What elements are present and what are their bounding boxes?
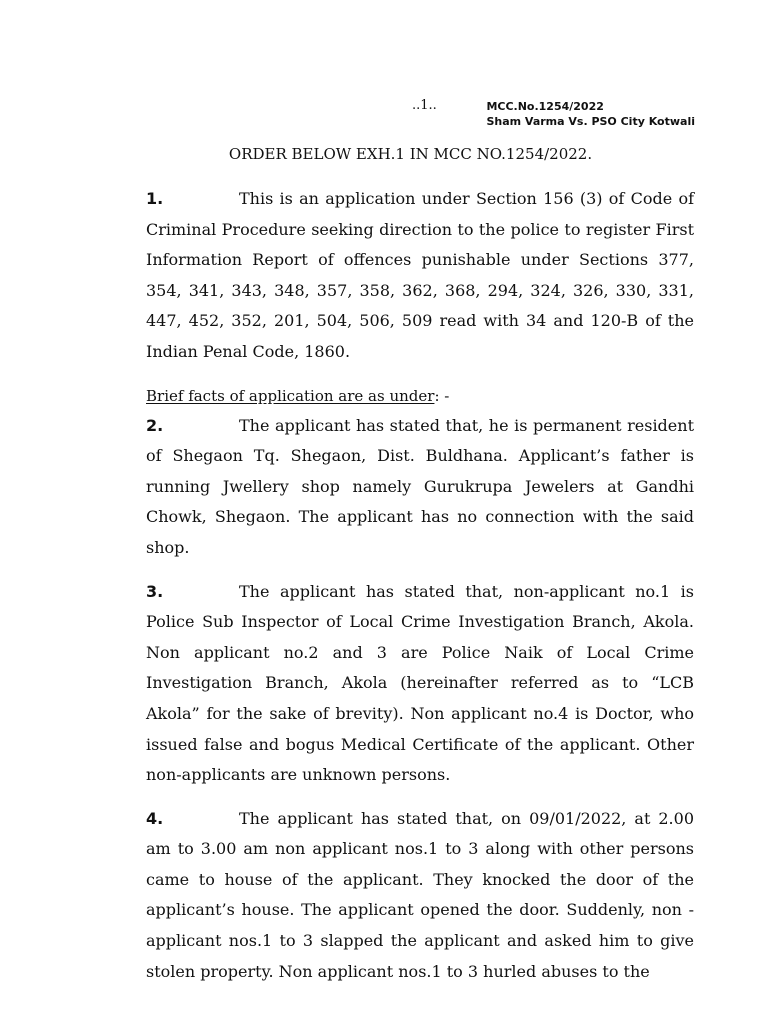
case-number: MCC.No.1254/2022: [486, 100, 604, 113]
paragraph-2: [146, 411, 694, 564]
spacer: [146, 791, 694, 804]
order-title: [146, 145, 723, 163]
spacer: [146, 564, 694, 577]
section-heading: [146, 381, 694, 411]
paragraph-text: This is an application under Section 156 (3) of Code of Criminal Procedure seeking direction to the police to register First Information Report of offences punishable under Sections 377, 354, 341, 343, 348, 357, 358, 362, 368, 294, 324, 326, 330, 331, 447, 452, 352, 201, 504, 506, 509 read with 34 and 120-B of the Indian Penal Code, 1860.: [146, 189, 694, 361]
section-heading-text: Brief facts of application are as under: [146, 386, 435, 405]
order-title-text: ORDER BELOW EXH.1 IN MCC NO.1254/2022.: [228, 145, 593, 163]
case-parties: Sham Varma Vs. PSO City Kotwali: [486, 115, 695, 128]
paragraph-number: 3.: [146, 581, 164, 601]
paragraph-text: The applicant has stated that, on 09/01/2022, at 2.00 am to 3.00 am non applicant nos.1 to 3 along with other persons came to house of the applicant. They knocked the door of the applicant’s house. The applicant opened the door. Suddenly, non - applicant nos.1 to 3 slapped the applicant and asked him to give stolen property. Non applicant nos.1 to 3 hurled abuses to the: [146, 808, 694, 981]
case-header: [486, 99, 695, 129]
paragraph-4: [146, 804, 694, 988]
document-body: [146, 184, 694, 987]
paragraph-number: 2.: [146, 415, 164, 435]
page-number-marker: ..1..: [412, 98, 437, 113]
paragraph-1: [146, 184, 694, 368]
spacer: [146, 368, 694, 381]
paragraph-number: 4.: [146, 808, 164, 828]
section-heading-suffix: : -: [434, 386, 450, 405]
paragraph-3: [146, 577, 694, 791]
paragraph-text: The applicant has stated that, non-applicant no.1 is Police Sub Inspector of Local Crime Investigation Branch, Akola. Non applicant no.2 and 3 are Police Naik of Local Crime Investigation Branch, Akola (hereinafter referred as to “LCB Akola” for the sake of brevity). Non applicant no.4 is Doctor, who issued false and bogus Medical Certificate of the applicant. Other non-applicants are unknown persons.: [146, 581, 694, 785]
paragraph-text: The applicant has stated that, he is permanent resident of Shegaon Tq. Shegaon, Dist. Buldhana. Applicant’s father is running Jwellery shop namely Gurukrupa Jewelers at Gandhi Chowk, Shegaon. The applicant has no connection with the said shop.: [146, 415, 694, 557]
paragraph-number: 1.: [146, 189, 164, 208]
